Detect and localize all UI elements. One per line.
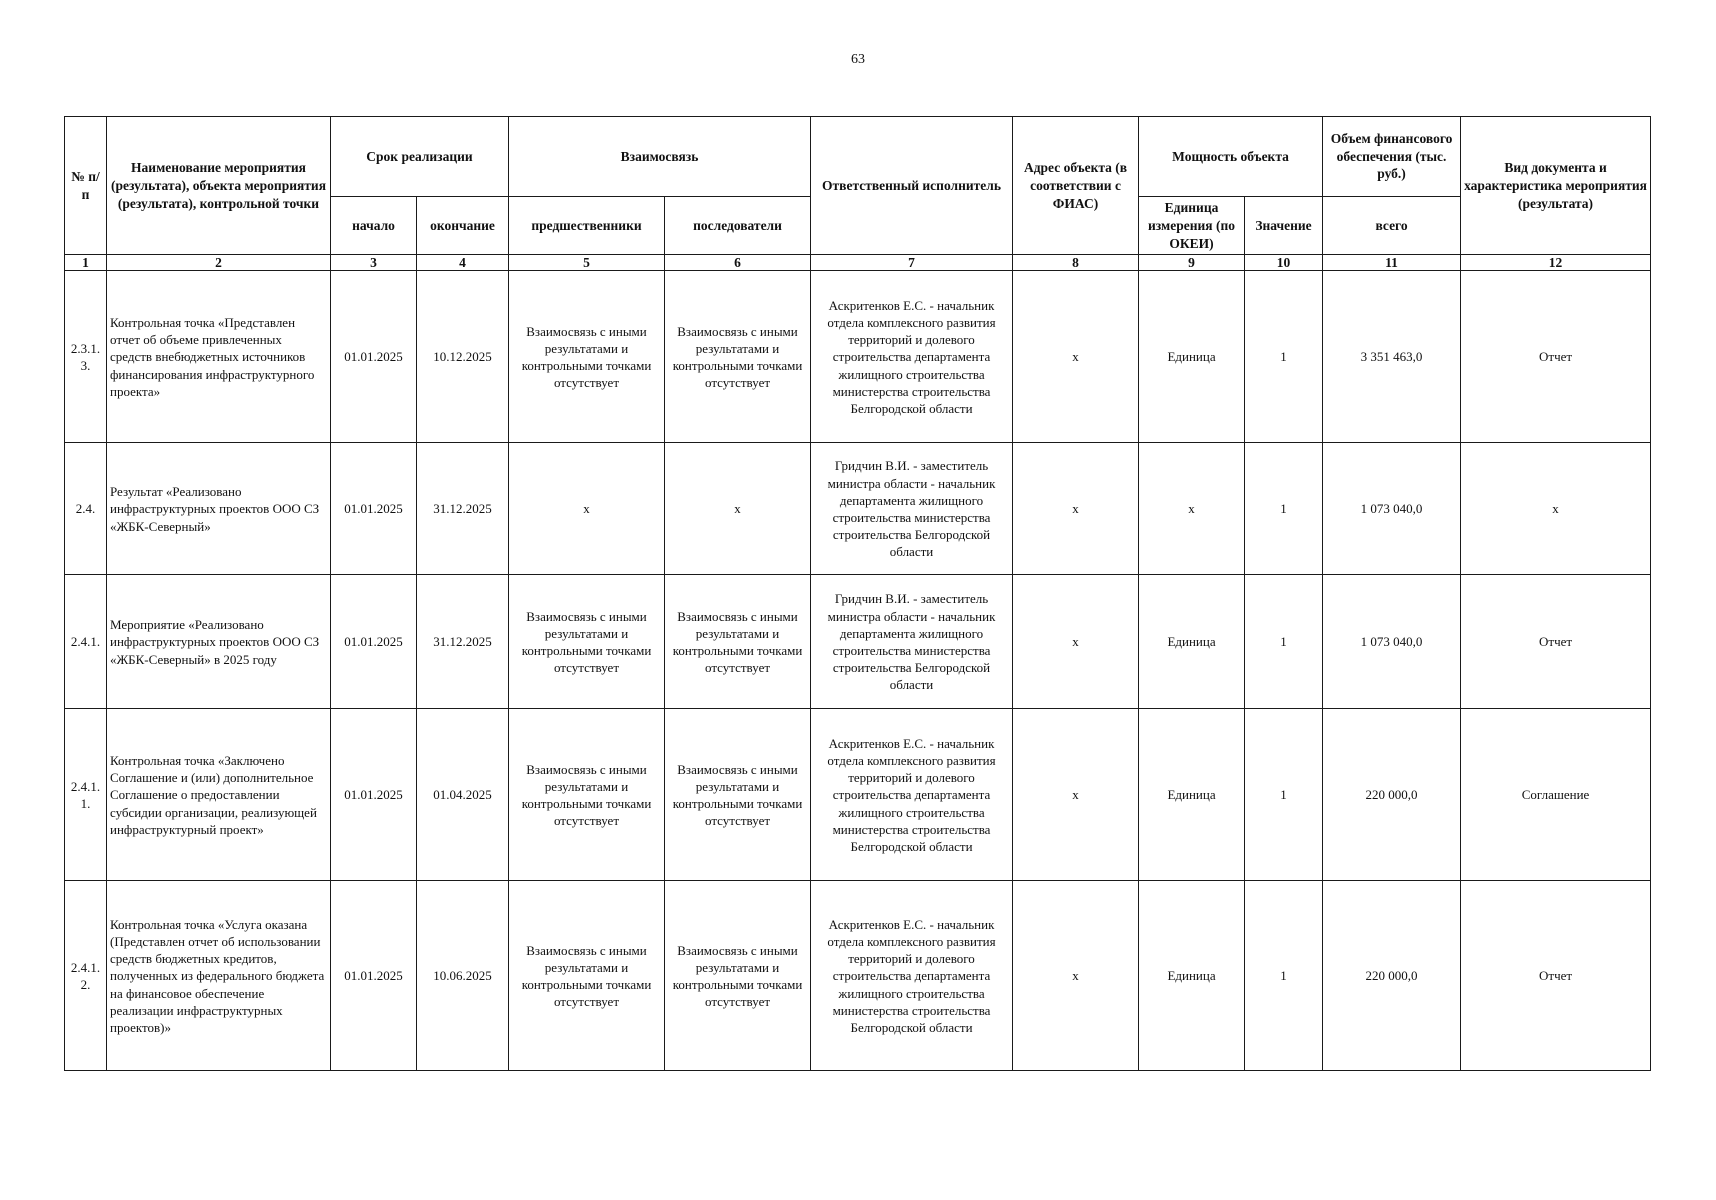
row-predecessors: x: [509, 443, 665, 575]
table-row: [65, 271, 1651, 443]
header-finance: Объем финансового обеспечения (тыс. руб.): [1323, 117, 1461, 197]
header-unit: Единица измерения (по ОКЕИ): [1139, 197, 1245, 255]
row-responsible: Гридчин В.И. - заместитель министра области - начальник департамента жилищного строительства министерства строительства Белгородской области: [811, 575, 1013, 709]
row-unit: Единица: [1139, 709, 1245, 881]
column-number: 10: [1245, 255, 1323, 271]
header-srok: Срок реализации: [331, 117, 509, 197]
row-address: x: [1013, 443, 1139, 575]
row-predecessors: Взаимосвязь с иными результатами и контрольными точками отсутствует: [509, 881, 665, 1071]
row-doc-type: Отчет: [1461, 271, 1651, 443]
column-number: 6: [665, 255, 811, 271]
header-predecessors: предшественники: [509, 197, 665, 255]
row-successors: Взаимосвязь с иными результатами и контрольными точками отсутствует: [665, 881, 811, 1071]
row-end-date: 10.12.2025: [417, 271, 509, 443]
row-name: Контрольная точка «Услуга оказана (Представлен отчет об использовании средств бюджетных кредитов, полученных из федерального бюджета на финансовое обеспечение реализации инфраструктурных проектов)»: [107, 881, 331, 1071]
row-successors: Взаимосвязь с иными результатами и контрольными точками отсутствует: [665, 575, 811, 709]
header-row-top: [65, 117, 1651, 197]
column-number: 12: [1461, 255, 1651, 271]
row-name: Контрольная точка «Заключено Соглашение и (или) дополнительное Соглашение о предоставлении субсидии организации, реализующей инфраструктурный проект»: [107, 709, 331, 881]
row-unit: x: [1139, 443, 1245, 575]
column-number: 1: [65, 255, 107, 271]
row-number: 2.4.1. 2.: [65, 881, 107, 1071]
row-responsible: Аскритенков Е.С. - начальник отдела комплексного развития территорий и долевого строительства департамента жилищного строительства министерства строительства Белгородской области: [811, 271, 1013, 443]
row-address: x: [1013, 271, 1139, 443]
row-value: 1: [1245, 271, 1323, 443]
row-address: x: [1013, 575, 1139, 709]
plan-table: [64, 116, 1651, 1071]
row-end-date: 10.06.2025: [417, 881, 509, 1071]
row-number: 2.4.1. 1.: [65, 709, 107, 881]
row-address: x: [1013, 709, 1139, 881]
column-number: 2: [107, 255, 331, 271]
row-predecessors: Взаимосвязь с иными результатами и контрольными точками отсутствует: [509, 709, 665, 881]
row-end-date: 01.04.2025: [417, 709, 509, 881]
row-doc-type: x: [1461, 443, 1651, 575]
column-number: 5: [509, 255, 665, 271]
header-finance-total: всего: [1323, 197, 1461, 255]
header-vzaimosvyaz: Взаимосвязь: [509, 117, 811, 197]
row-end-date: 31.12.2025: [417, 443, 509, 575]
plan-table-wrapper: [64, 116, 1650, 1071]
header-value: Значение: [1245, 197, 1323, 255]
row-start-date: 01.01.2025: [331, 443, 417, 575]
row-name: Мероприятие «Реализовано инфраструктурных проектов ООО СЗ «ЖБК-Северный» в 2025 году: [107, 575, 331, 709]
row-address: x: [1013, 881, 1139, 1071]
table-row: [65, 575, 1651, 709]
row-number: 2.3.1. 3.: [65, 271, 107, 443]
row-total: 3 351 463,0: [1323, 271, 1461, 443]
row-total: 1 073 040,0: [1323, 443, 1461, 575]
column-number: 3: [331, 255, 417, 271]
column-number: 4: [417, 255, 509, 271]
row-predecessors: Взаимосвязь с иными результатами и контрольными точками отсутствует: [509, 575, 665, 709]
row-unit: Единица: [1139, 881, 1245, 1071]
row-start-date: 01.01.2025: [331, 271, 417, 443]
row-responsible: Гридчин В.И. - заместитель министра области - начальник департамента жилищного строительства министерства строительства Белгородской области: [811, 443, 1013, 575]
header-successors: последователи: [665, 197, 811, 255]
row-value: 1: [1245, 443, 1323, 575]
row-end-date: 31.12.2025: [417, 575, 509, 709]
row-responsible: Аскритенков Е.С. - начальник отдела комплексного развития территорий и долевого строительства департамента жилищного строительства министерства строительства Белгородской области: [811, 881, 1013, 1071]
row-unit: Единица: [1139, 271, 1245, 443]
header-num: № п/п: [65, 117, 107, 255]
column-number: 7: [811, 255, 1013, 271]
row-doc-type: Отчет: [1461, 575, 1651, 709]
row-total: 220 000,0: [1323, 881, 1461, 1071]
row-total: 220 000,0: [1323, 709, 1461, 881]
row-total: 1 073 040,0: [1323, 575, 1461, 709]
row-name: Результат «Реализовано инфраструктурных проектов ООО СЗ «ЖБК-Северный»: [107, 443, 331, 575]
row-predecessors: Взаимосвязь с иными результатами и контрольными точками отсутствует: [509, 271, 665, 443]
header-responsible: Ответственный исполнитель: [811, 117, 1013, 255]
header-end: окончание: [417, 197, 509, 255]
row-start-date: 01.01.2025: [331, 881, 417, 1071]
row-unit: Единица: [1139, 575, 1245, 709]
row-successors: x: [665, 443, 811, 575]
column-number: 11: [1323, 255, 1461, 271]
row-successors: Взаимосвязь с иными результатами и контрольными точками отсутствует: [665, 709, 811, 881]
row-number: 2.4.1.: [65, 575, 107, 709]
header-name: Наименование мероприятия (результата), объекта мероприятия (результата), контрольной точки: [107, 117, 331, 255]
page-number: 63: [851, 52, 865, 67]
row-name: Контрольная точка «Представлен отчет об объеме привлеченных средств внебюджетных источников финансирования инфраструктурного проекта»: [107, 271, 331, 443]
row-doc-type: Соглашение: [1461, 709, 1651, 881]
row-start-date: 01.01.2025: [331, 575, 417, 709]
table-row: [65, 881, 1651, 1071]
table-row: [65, 709, 1651, 881]
column-number: 8: [1013, 255, 1139, 271]
column-number: 9: [1139, 255, 1245, 271]
row-value: 1: [1245, 709, 1323, 881]
header-address: Адрес объекта (в соответствии с ФИАС): [1013, 117, 1139, 255]
row-successors: Взаимосвязь с иными результатами и контрольными точками отсутствует: [665, 271, 811, 443]
row-start-date: 01.01.2025: [331, 709, 417, 881]
row-doc-type: Отчет: [1461, 881, 1651, 1071]
header-start: начало: [331, 197, 417, 255]
row-number: 2.4.: [65, 443, 107, 575]
header-capacity: Мощность объекта: [1139, 117, 1323, 197]
column-number-row: [65, 255, 1651, 271]
row-value: 1: [1245, 575, 1323, 709]
row-responsible: Аскритенков Е.С. - начальник отдела комплексного развития территорий и долевого строительства департамента жилищного строительства министерства строительства Белгородской области: [811, 709, 1013, 881]
table-row: [65, 443, 1651, 575]
header-doc-type: Вид документа и характеристика мероприятия (результата): [1461, 117, 1651, 255]
row-value: 1: [1245, 881, 1323, 1071]
